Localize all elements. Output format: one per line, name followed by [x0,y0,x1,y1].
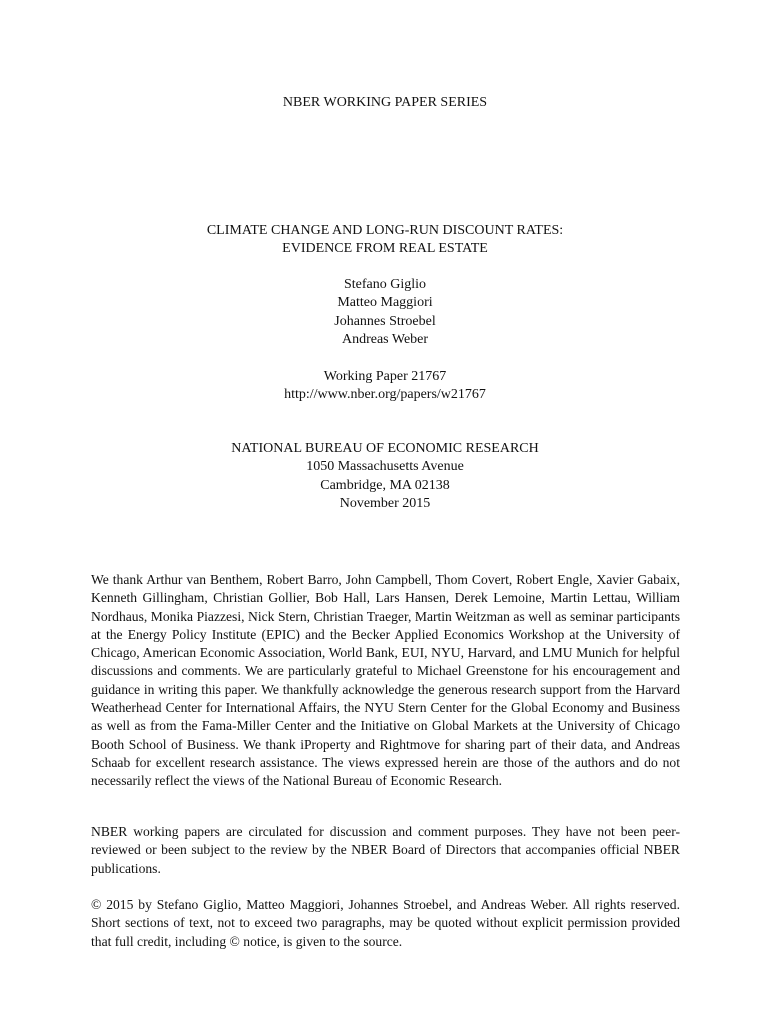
disclaimer-paragraph: NBER working papers are circulated for discussion and comment purposes. They have not been peer-reviewed or been subject to the review by the NBER Board of Directors that accompanies official NBER publications. [91,824,680,876]
paper-title-line-1: CLIMATE CHANGE AND LONG-RUN DISCOUNT RATES: [206,223,564,238]
working-paper-info [0,368,770,405]
series-heading: NBER WORKING PAPER SERIES [282,95,488,110]
paper-title-line-2: EVIDENCE FROM REAL ESTATE [282,241,488,257]
paper-title [0,222,770,259]
author-name: Matteo Maggiori [337,295,433,311]
institution-name: NATIONAL BUREAU OF ECONOMIC RESEARCH [231,441,539,456]
author-name: Johannes Stroebel [334,313,436,329]
working-paper-number: Working Paper 21767 [323,369,447,384]
acknowledgements-paragraph: We thank Arthur van Benthem, Robert Barro, John Campbell, Thom Covert, Robert Engle, Xavier Gabaix, Kenneth Gillingham, Christian Gollier, Bob Hall, Lars Hansen, Derek Lemoine, Martin Lettau, William Nordhaus, Monika Piazzesi, Nick Stern, Christian Traeger, Martin Weitzman as well as seminar participants at the Energy Policy Institute (EPIC) and the Becker Applied Economics Workshop at the University of Chicago, American Economic Association, World Bank, EUI, NYU, Harvard, and LMU Munich for helpful discussions and comments. We are particularly grateful to Michael Greenstone for his encouragement and guidance in writing this paper. We thankfully acknowledge the generous research support from the Harvard Weatherhead Center for International Affairs, the NYU Stern Center for the Global Economy and Business as well as from the Fama-Miller Center and the Initiative on Global Markets at the University of Chicago Booth School of Business. We thank iProperty and Rightmove for sharing part of their data, and Andreas Schaab for excellent research assistance. The views expressed herein are those of the authors and do not necessarily reflect the views of the National Bureau of Economic Research. [91,572,680,789]
publication-date: November 2015 [339,496,431,512]
author-name: Stefano Giglio [343,277,427,292]
copyright-paragraph: © 2015 by Stefano Giglio, Matteo Maggiori, Johannes Stroebel, and Andreas Weber. All rights reserved. Short sections of text, not to exceed two paragraphs, may be quoted without explicit permission provided that full credit, including © notice, is given to the source. [91,897,680,949]
institution-street: 1050 Massachusetts Avenue [306,459,464,475]
institution-city: Cambridge, MA 02138 [320,477,450,493]
author-list [0,276,770,350]
working-paper-url[interactable]: http://www.nber.org/papers/w21767 [284,387,486,403]
institution-block [0,440,770,514]
author-name: Andreas Weber [341,332,429,348]
